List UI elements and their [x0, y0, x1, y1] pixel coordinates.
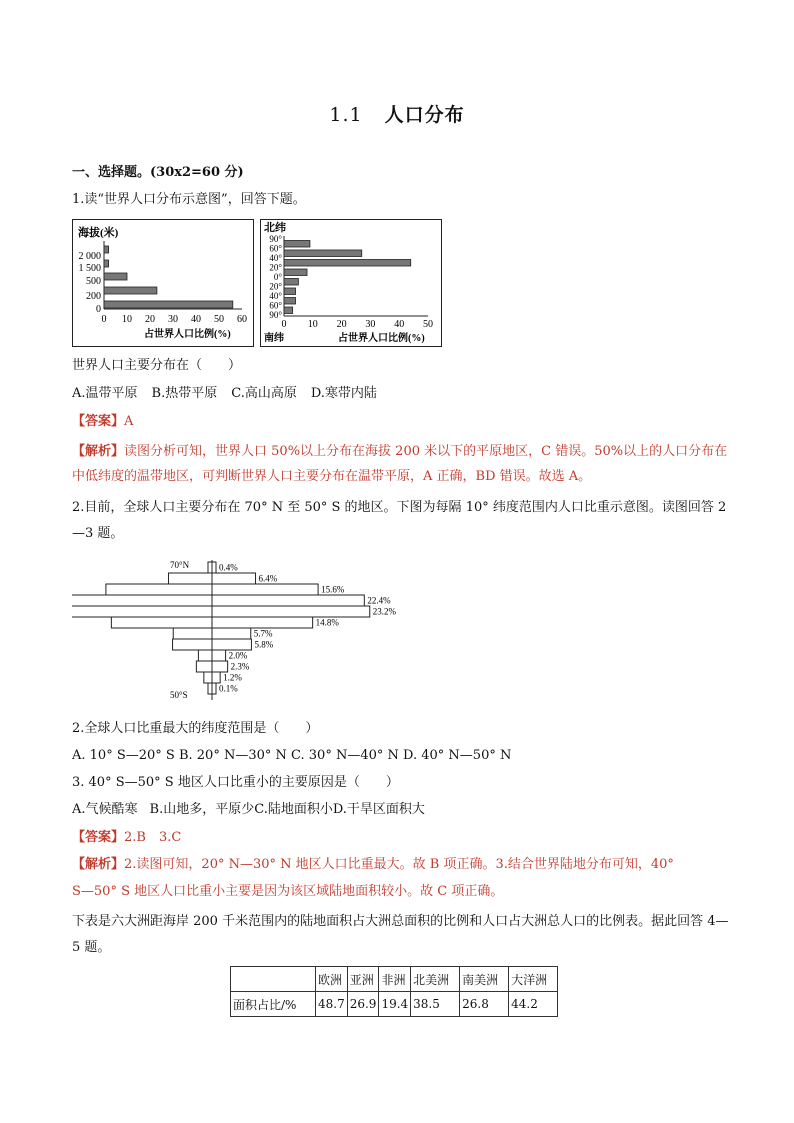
- pyramid-value-label: 14.8%: [315, 617, 339, 628]
- latitude-ytick-label: 40°: [269, 291, 282, 301]
- latitude-bar: [284, 260, 411, 267]
- q1-option-d: D.寒带内陆: [310, 386, 377, 401]
- q2-option-a: A. 10° S—20° S: [72, 748, 175, 763]
- pyramid-value-label: 2.0%: [228, 650, 248, 661]
- q2-stem: 2.目前，全球人口主要分布在 70° N 至 50° S 的地区。下图为每隔 10° 纬度范围内人口比重示意图。读图回答 2—3 题。: [72, 500, 727, 541]
- altitude-ytick-label: 2 000: [78, 251, 101, 262]
- table-header-cell: 非洲: [379, 967, 411, 992]
- altitude-xtick-label: 30: [168, 314, 178, 325]
- pyramid-value-label: 0.1%: [219, 683, 238, 694]
- chart-latitude: [260, 219, 442, 347]
- q2-analysis-1: [72, 855, 732, 875]
- table-cell: 44.2: [509, 992, 558, 1017]
- table-cell: 26.9: [347, 992, 379, 1017]
- latitude-ytick-label: 20°: [269, 262, 282, 273]
- latitude-bar: [284, 250, 362, 257]
- q1-option-a: A.温带平原: [72, 386, 138, 401]
- table-header-cell: 北美洲: [411, 967, 460, 992]
- q4-stem: 下表是六大洲距海岸 200 千米范围内的陆地面积占大洲总面积的比例和人口占大洲总人口的比例表。据此回答 4—5 题。: [72, 914, 729, 955]
- q3-question: 3. 40° S—50° S 地区人口比重小的主要原因是（ ）: [72, 775, 399, 790]
- latitude-ytick-label: 0°: [273, 272, 282, 282]
- chart-latitude-pyramid: [72, 556, 412, 706]
- q1-question: 世界人口主要分布在（ ）: [72, 358, 242, 373]
- data-table-wrapper: [230, 966, 558, 1017]
- latitude-xtick-label: 20: [336, 319, 347, 330]
- pyramid-value-label: 5.8%: [254, 639, 274, 650]
- chart-altitude-title: 海拔(米): [78, 227, 119, 239]
- q3-option-d: D.干旱区面积大: [332, 802, 425, 817]
- chart-altitude: [72, 219, 254, 347]
- analysis-text: 读图分析可知，世界人口 50%以上分布在海拔 200 米以下的平原地区，C 错误。50%以上的人口分布在中低纬度的温带地区，可判断世界人口主要分布在温带平原，A 正确，BD 错误。故选 A。: [72, 444, 728, 484]
- analysis-text: 2.读图可知，20° N—30° N 地区人口比重最大。故 B 项正确。3.结合世界陆地分布可知，40°: [124, 857, 674, 872]
- altitude-bar: [104, 301, 233, 308]
- answer-value: A: [124, 414, 134, 429]
- table-cell: 19.4: [379, 992, 411, 1017]
- q3-option-b: B.山地多，平原少: [149, 802, 255, 817]
- latitude-xtick-label: 50: [423, 319, 433, 330]
- title-text: 人口分布: [384, 104, 465, 126]
- table-header-cell: 大洋洲: [509, 967, 558, 992]
- altitude-ytick-label: 1 500: [78, 263, 101, 274]
- table-header-cell: [231, 967, 316, 992]
- latitude-bar: [284, 269, 307, 276]
- title-number: 1.1: [329, 104, 363, 126]
- latitude-bar: [284, 241, 310, 248]
- q1-stem: 1.读“世界人口分布示意图”，回答下题。: [72, 192, 306, 207]
- altitude-bar: [104, 287, 157, 294]
- pyramid-top-label: 70°N: [170, 560, 190, 570]
- pyramid-value-label: 2.3%: [230, 661, 250, 672]
- altitude-xtick-label: 10: [122, 314, 132, 325]
- q1-analysis: [72, 439, 732, 489]
- latitude-ytick-label: 90°: [269, 234, 282, 244]
- altitude-ytick-label: 200: [86, 291, 101, 302]
- q1-option-c: C.高山高原: [231, 386, 297, 401]
- latitude-xtick-label: 40: [394, 319, 405, 330]
- pyramid-value-label: 0.4%: [219, 562, 238, 573]
- table-row: [231, 992, 558, 1017]
- chart-latitude-title: 北纬: [264, 222, 286, 234]
- pyramid-bar: [72, 595, 364, 606]
- answer-value: 2.B 3.C: [124, 830, 182, 845]
- altitude-bar: [104, 246, 109, 253]
- table-cell: 48.7: [316, 992, 348, 1017]
- latitude-xtick-label: 30: [365, 319, 376, 330]
- table-header-cell: 南美洲: [460, 967, 509, 992]
- pyramid-value-label: 1.2%: [223, 672, 242, 683]
- q2-option-c: C. 30° N—40° N: [291, 748, 399, 763]
- q2-answer: [72, 828, 732, 848]
- latitude-ytick-label: 20°: [269, 281, 282, 292]
- altitude-ytick-label: 500: [86, 276, 101, 287]
- pyramid-value-label: 22.4%: [367, 595, 391, 606]
- q1-option-b: B.热带平原: [151, 386, 218, 401]
- q2-option-d: D. 40° N—50° N: [403, 748, 512, 763]
- table-cell: 面积占比/%: [231, 992, 316, 1017]
- q2-question: 2.全球人口比重最大的纬度范围是（ ）: [72, 721, 319, 736]
- table-header-row: [231, 967, 558, 992]
- altitude-xtick-label: 20: [145, 314, 155, 325]
- q3-option-c: C.陆地面积小: [254, 802, 333, 817]
- latitude-ytick-label: 90°: [269, 310, 282, 320]
- latitude-bar: [284, 307, 293, 314]
- chart-altitude-xlabel: 占世界人口比例(%): [144, 329, 231, 340]
- pyramid-value-label: 5.7%: [253, 628, 273, 639]
- q2-options: [72, 746, 732, 766]
- answer-label: 【答案】: [72, 830, 125, 845]
- q3-options: [72, 800, 732, 820]
- pyramid-value-label: 23.2%: [372, 606, 397, 617]
- latitude-xtick-label: 0: [281, 319, 287, 330]
- latitude-ytick-label: 40°: [269, 253, 282, 263]
- latitude-xtick-label: 10: [307, 319, 318, 330]
- table-cell: 38.5: [411, 992, 460, 1017]
- altitude-bar: [104, 260, 109, 267]
- q2-analysis-2: S—50° S 地区人口比重小主要是因为该区域陆地面积较小。故 C 项正确。: [72, 884, 504, 899]
- latitude-ytick-label: 60°: [269, 243, 282, 254]
- latitude-bar: [284, 279, 298, 286]
- table-header-cell: 亚洲: [347, 967, 379, 992]
- q2-option-b: B. 20° N—30° N: [178, 748, 287, 763]
- latitude-bar: [284, 288, 296, 295]
- continent-table: [230, 966, 558, 1017]
- chart-latitude-xlabel: 占世界人口比例(%): [338, 333, 425, 344]
- q1-answer: [72, 412, 732, 432]
- altitude-bar: [104, 273, 127, 280]
- analysis-label: 【解析】: [72, 444, 125, 459]
- altitude-xtick-label: 50: [214, 314, 224, 325]
- table-header-cell: 欧洲: [316, 967, 348, 992]
- altitude-ytick-label: 0: [96, 304, 101, 315]
- q3-option-a: A.气候酷寒: [72, 802, 138, 817]
- pyramid-bottom-label: 50°S: [170, 690, 188, 700]
- latitude-ytick-label: 60°: [269, 300, 282, 311]
- answer-label: 【答案】: [72, 414, 125, 429]
- altitude-xtick-label: 40: [191, 314, 201, 325]
- section-heading: 一、选择题。(30x2=60 分): [72, 165, 244, 180]
- page-title: [0, 100, 794, 127]
- altitude-xtick-label: 0: [101, 314, 107, 325]
- chart-latitude-bottom-label: 南纬: [264, 333, 284, 344]
- pyramid-value-label: 6.4%: [258, 573, 278, 584]
- q1-options: [72, 384, 732, 404]
- analysis-label: 【解析】: [72, 857, 125, 872]
- pyramid-value-label: 15.6%: [321, 584, 345, 595]
- table-cell: 26.8: [460, 992, 509, 1017]
- latitude-bar: [284, 298, 296, 305]
- pyramid-bar: [72, 606, 370, 617]
- altitude-xtick-label: 60: [237, 314, 247, 325]
